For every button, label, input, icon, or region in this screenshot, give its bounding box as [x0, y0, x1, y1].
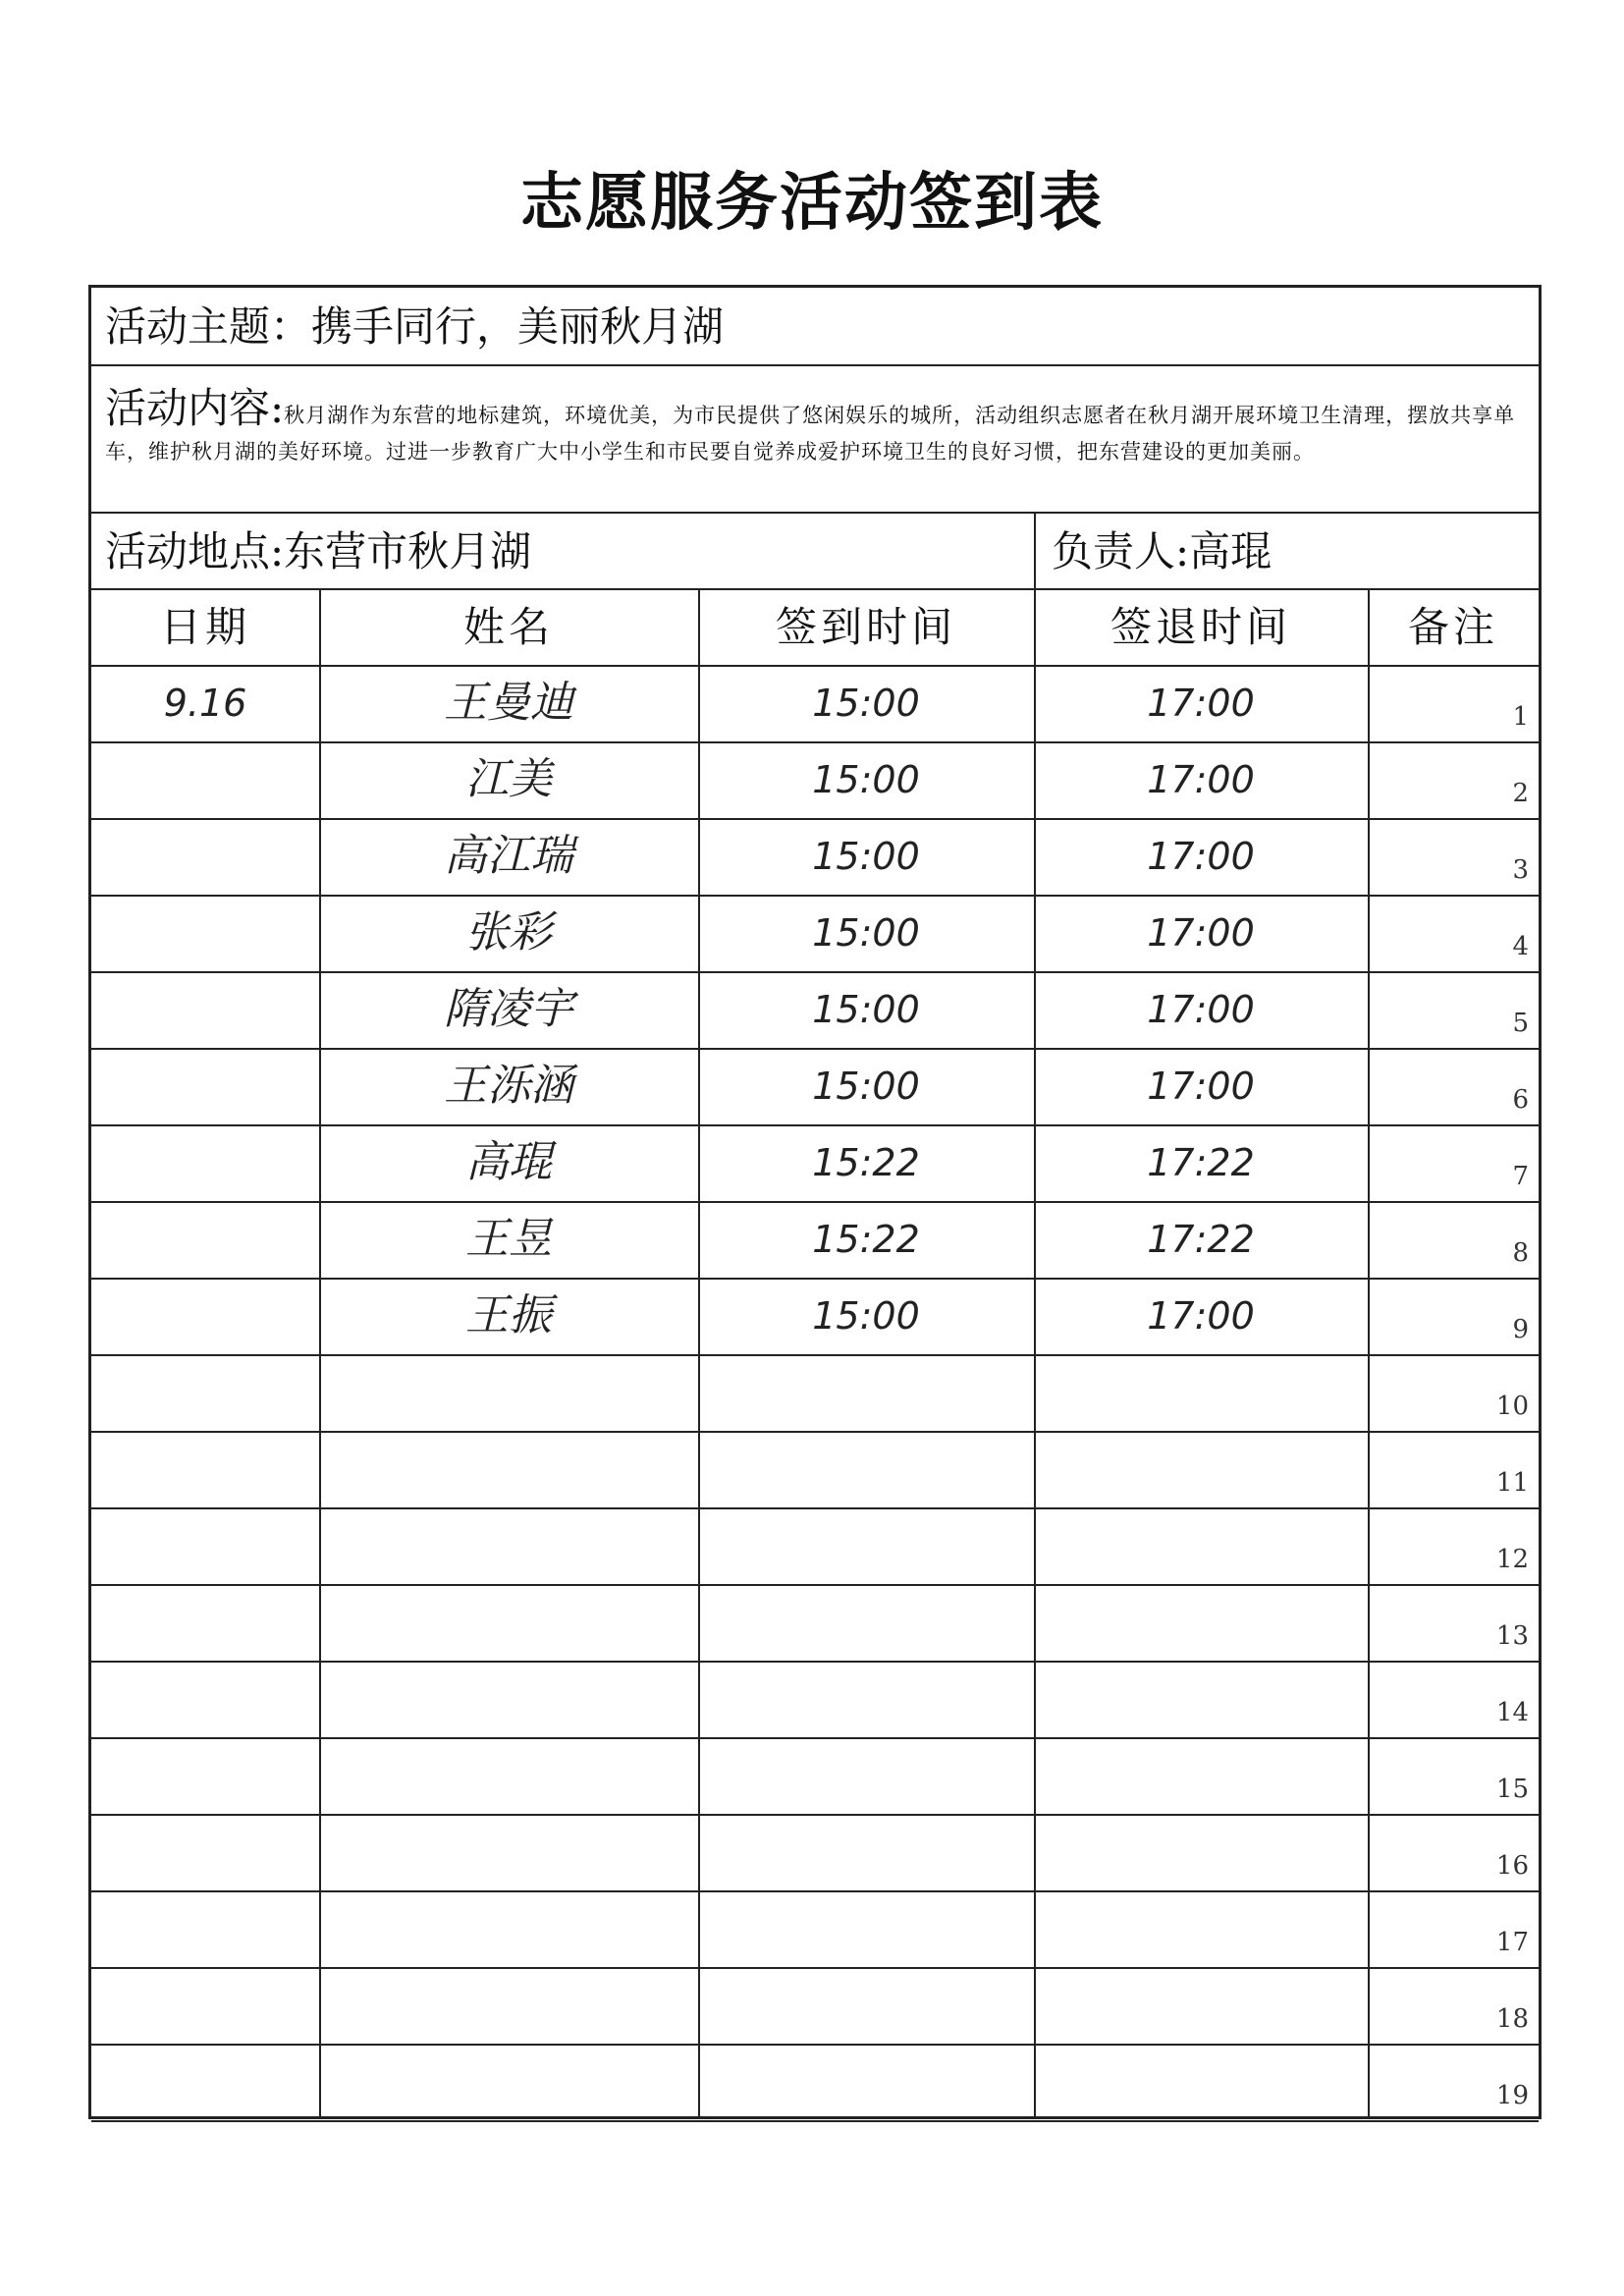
leader-value: 高琨 [1189, 527, 1272, 575]
row-number: 19 [1495, 2081, 1529, 2110]
checkout-cell: 17:22 [1147, 1218, 1255, 1261]
checkout-cell: 17:00 [1147, 758, 1255, 801]
leader-field [1052, 514, 1272, 590]
row-number: 18 [1495, 2004, 1529, 2034]
checkin-cell: 15:00 [812, 1294, 920, 1338]
name-cell [319, 1737, 698, 1814]
checkout-cell: 17:22 [1147, 1141, 1255, 1184]
date-cell [91, 1507, 319, 1584]
date-cell [91, 1431, 319, 1507]
date-cell [91, 1124, 319, 1201]
checkin-cell: 15:00 [812, 988, 920, 1031]
name-cell: 江美 [465, 754, 552, 804]
checkin-cell [698, 1967, 1034, 2044]
header-checkout: 签退时间 [1110, 603, 1291, 651]
checkin-cell [698, 1431, 1034, 1507]
row-number: 15 [1495, 1775, 1529, 1804]
row-number: 2 [1512, 779, 1529, 808]
date-cell [91, 1354, 319, 1431]
checkout-cell [1034, 1661, 1368, 1737]
row-number: 3 [1512, 855, 1529, 885]
checkout-cell [1034, 2044, 1368, 2120]
page-title: 志愿服务活动签到表 [520, 167, 1104, 240]
theme-label: 活动主题： [105, 302, 312, 351]
checkout-cell: 17:00 [1147, 1294, 1255, 1338]
row-number: 11 [1495, 1468, 1529, 1498]
date-cell [91, 1048, 319, 1124]
row-number: 6 [1512, 1085, 1529, 1115]
checkout-cell: 17:00 [1147, 988, 1255, 1031]
checkout-cell [1034, 1431, 1368, 1507]
checkin-cell [698, 1814, 1034, 1890]
checkin-cell [698, 1661, 1034, 1737]
checkin-cell [698, 1584, 1034, 1661]
checkin-cell: 15:22 [812, 1141, 920, 1184]
date-cell [91, 1278, 319, 1354]
checkout-cell [1034, 1507, 1368, 1584]
name-cell [319, 1967, 698, 2044]
date-cell [91, 1814, 319, 1890]
leader-label: 负责人: [1052, 527, 1190, 575]
row-number: 10 [1495, 1392, 1529, 1421]
date-cell [91, 1890, 319, 1967]
checkin-cell: 15:00 [812, 682, 920, 725]
checkin-cell: 15:00 [812, 835, 920, 878]
name-cell [319, 1354, 698, 1431]
row-number: 16 [1495, 1851, 1529, 1881]
content-row [91, 366, 1539, 514]
name-cell: 高江瑞 [444, 831, 573, 881]
checkout-cell [1034, 1814, 1368, 1890]
checkin-cell [698, 2044, 1034, 2120]
name-cell [319, 1661, 698, 1737]
date-cell [91, 971, 319, 1048]
row-number: 14 [1495, 1698, 1529, 1727]
header-name: 姓名 [462, 603, 554, 651]
row-number: 1 [1512, 702, 1529, 732]
theme-row [91, 288, 1539, 366]
row-number: 9 [1512, 1315, 1529, 1344]
date-cell [91, 818, 319, 895]
checkout-cell: 17:00 [1147, 1065, 1255, 1108]
content-value: 秋月湖作为东营的地标建筑，环境优美，为市民提供了悠闲娱乐的城所，活动组织志愿者在秋月湖开展环境卫生清理，摆放共享单车，维护秋月湖的美好环境。过进一步教育广大中小学生和市民要自觉养成爱护环境卫生的良好习惯，把东营建设的更加美丽。 [105, 404, 1516, 464]
name-cell [319, 1890, 698, 1967]
checkout-cell [1034, 1584, 1368, 1661]
name-cell [319, 2044, 698, 2120]
date-cell [91, 1584, 319, 1661]
checkin-cell: 15:00 [812, 758, 920, 801]
checkin-cell [698, 1507, 1034, 1584]
name-cell [319, 1584, 698, 1661]
name-cell [319, 1431, 698, 1507]
checkout-cell: 17:00 [1147, 682, 1255, 725]
checkout-cell [1034, 1967, 1368, 2044]
name-cell: 王曼迪 [444, 678, 573, 728]
checkout-cell [1034, 1890, 1368, 1967]
place-value: 东营市秋月湖 [284, 527, 532, 575]
header-note: 备注 [1407, 603, 1498, 651]
date-cell [91, 1661, 319, 1737]
name-cell: 张彩 [465, 907, 552, 957]
date-cell [91, 1737, 319, 1814]
row-number: 17 [1495, 1928, 1529, 1957]
date-cell [91, 1967, 319, 2044]
header-checkin: 签到时间 [775, 603, 956, 651]
row-number: 13 [1495, 1621, 1529, 1651]
place-row [91, 514, 1539, 590]
checkout-cell [1034, 1737, 1368, 1814]
place-label: 活动地点: [105, 527, 285, 575]
checkout-cell [1034, 1354, 1368, 1431]
date-cell: 9.16 [163, 682, 247, 725]
checkout-cell: 17:00 [1147, 835, 1255, 878]
header-date: 日期 [159, 603, 250, 651]
row-number: 7 [1512, 1162, 1529, 1191]
theme-value: 携手同行，美丽秋月湖 [311, 302, 725, 351]
row-number: 5 [1512, 1009, 1529, 1038]
name-cell: 王泺涵 [444, 1061, 573, 1111]
name-cell: 隋凌宇 [444, 984, 573, 1034]
date-cell [91, 895, 319, 971]
checkin-cell [698, 1890, 1034, 1967]
checkout-cell: 17:00 [1147, 911, 1255, 955]
checkin-cell: 15:00 [812, 1065, 920, 1108]
row-number: 8 [1512, 1238, 1529, 1268]
place-field [105, 514, 531, 590]
name-cell: 王振 [465, 1290, 552, 1340]
content-label: 活动内容: [105, 384, 285, 432]
date-cell [91, 741, 319, 818]
name-cell: 高琨 [465, 1137, 552, 1187]
date-cell [91, 1201, 319, 1278]
row-number: 12 [1495, 1545, 1529, 1574]
checkin-cell: 15:00 [812, 911, 920, 955]
checkin-cell [698, 1354, 1034, 1431]
row-divider [91, 2120, 1539, 2122]
sign-in-sheet [88, 285, 1542, 2119]
row-number: 4 [1512, 932, 1529, 961]
date-cell [91, 2044, 319, 2120]
name-cell: 王昱 [465, 1214, 552, 1264]
place-divider [1034, 514, 1036, 588]
checkin-cell: 15:22 [812, 1218, 920, 1261]
name-cell [319, 1507, 698, 1584]
name-cell [319, 1814, 698, 1890]
sign-in-table [91, 590, 1539, 2116]
checkin-cell [698, 1737, 1034, 1814]
